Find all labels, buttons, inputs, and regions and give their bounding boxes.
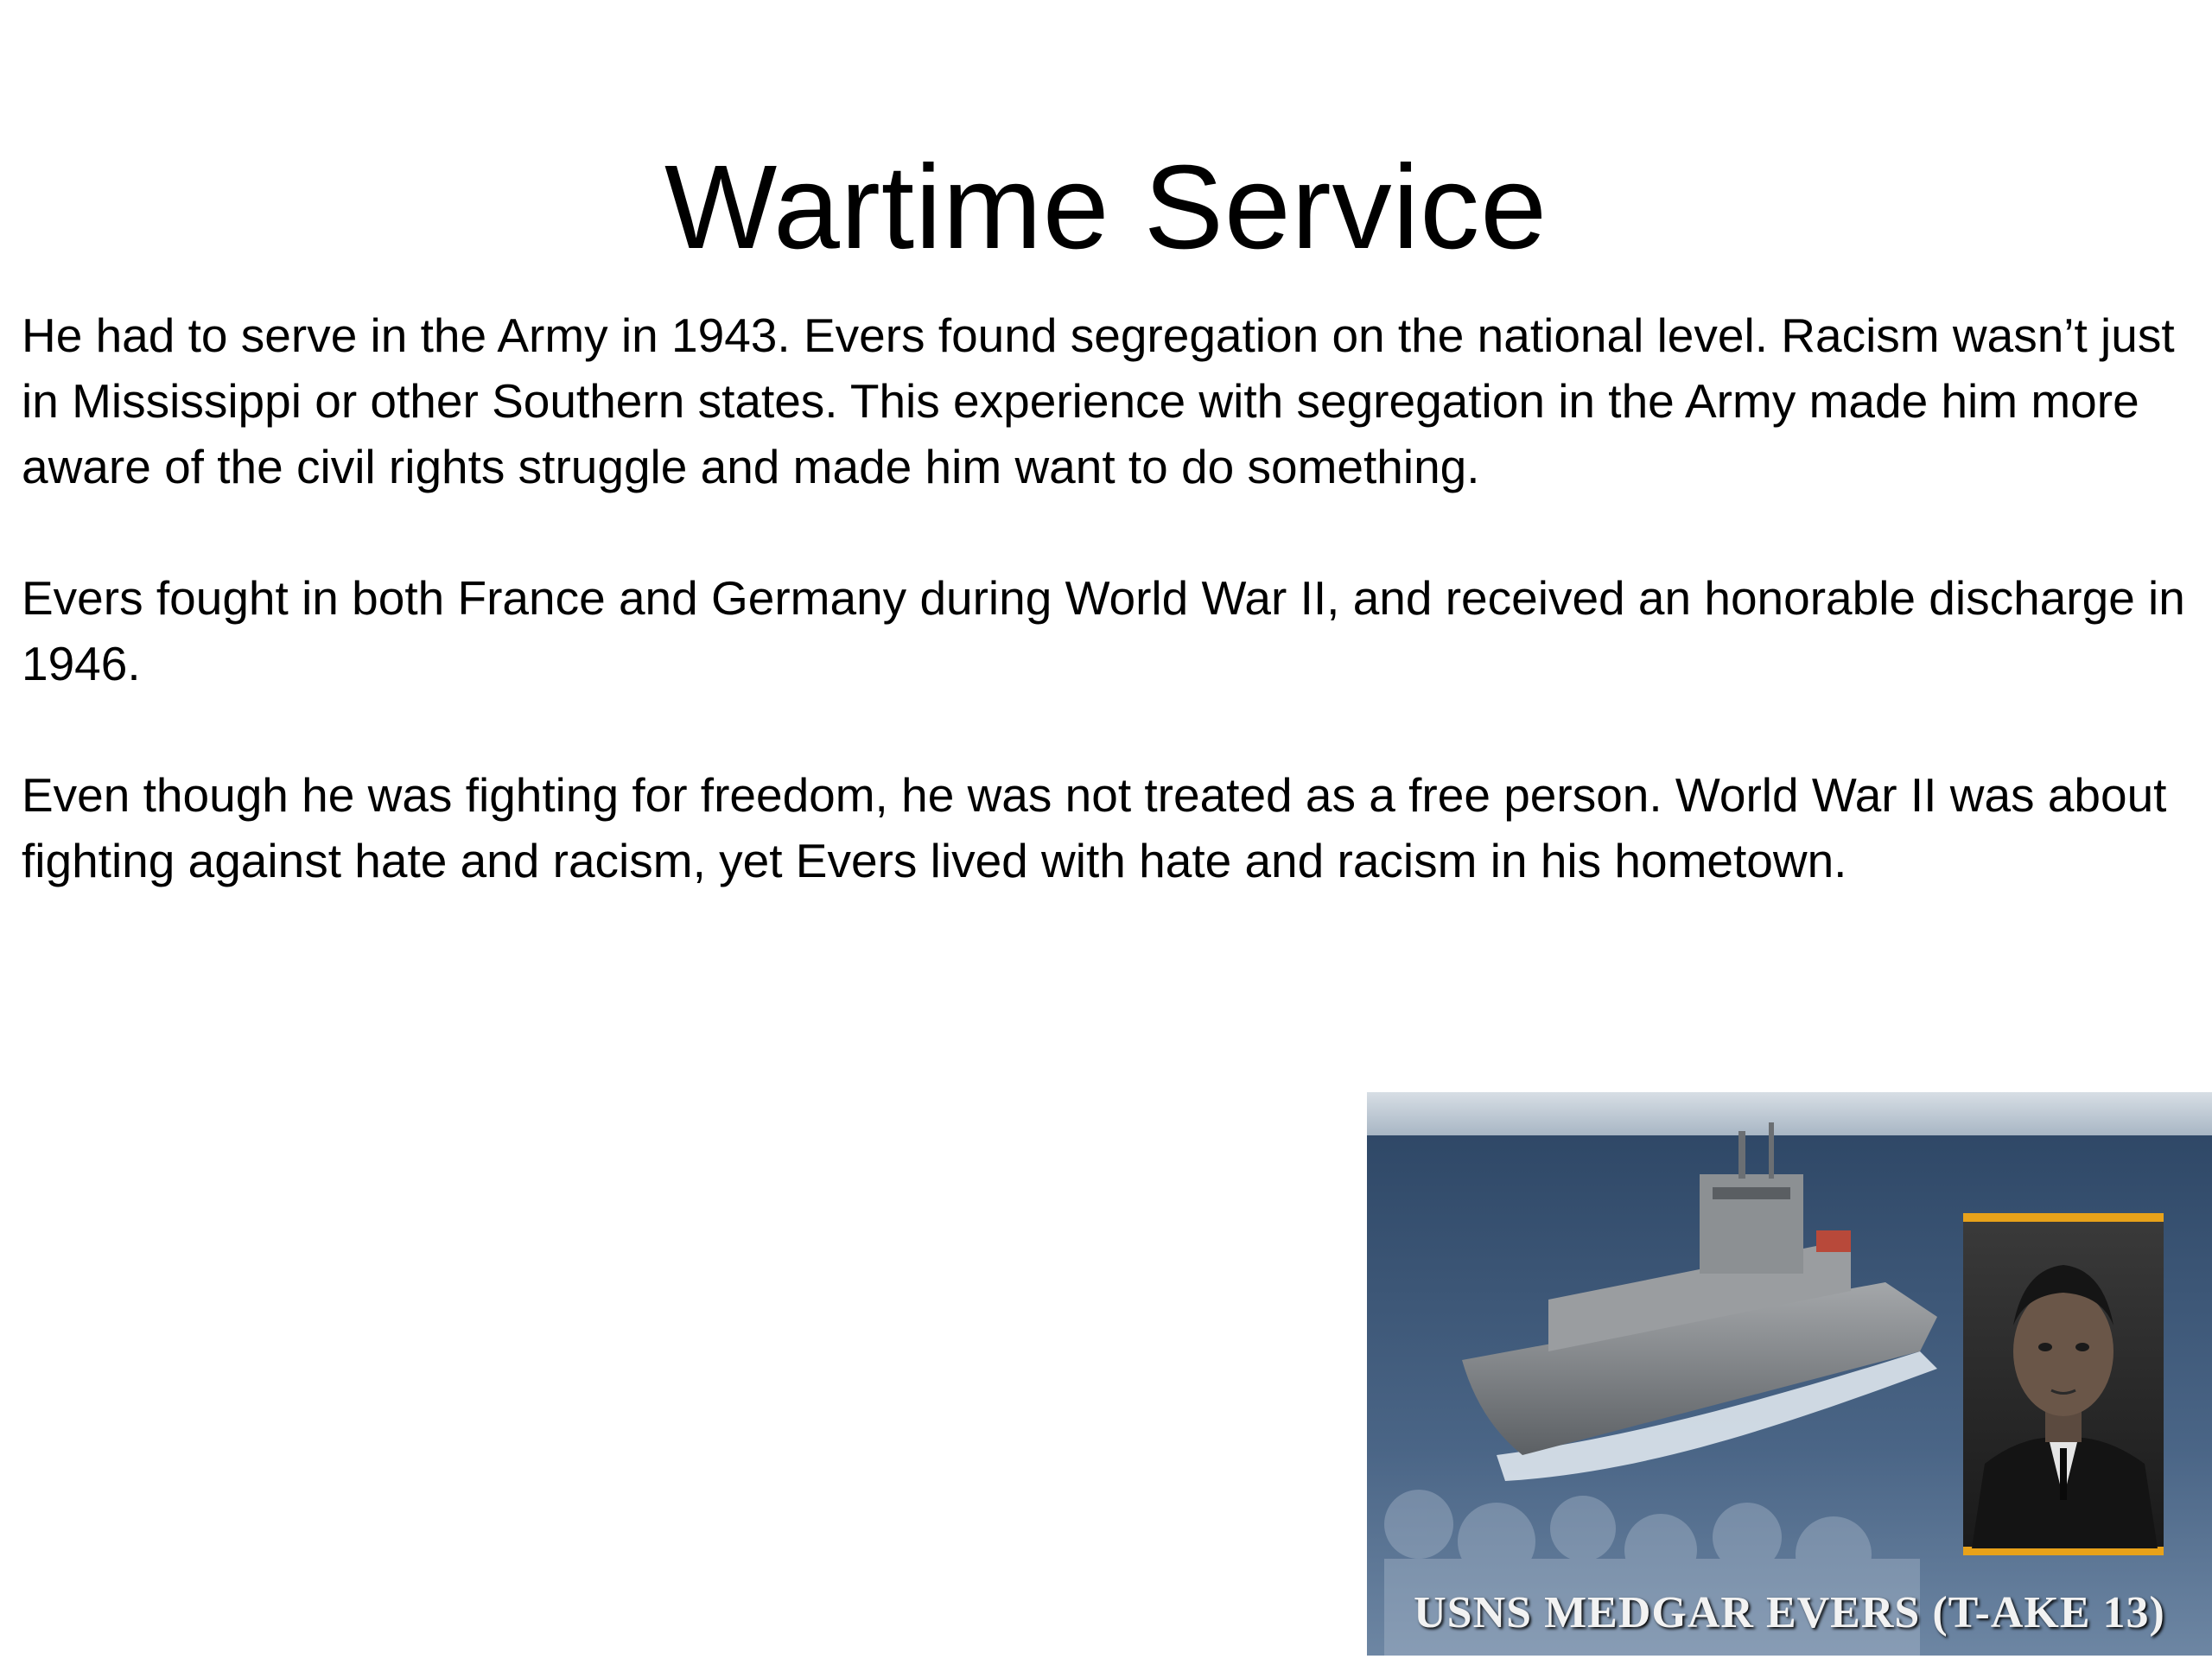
slide-body [22, 302, 2199, 959]
paragraph-france-germany: Evers fought in both France and Germany during World War II, and received an honorable discharge in 1946. [22, 571, 2185, 690]
photo-caption: USNS MEDGAR EVERS (T-AKE 13) [1414, 1588, 2165, 1637]
sky [1367, 1092, 2212, 1135]
paragraph-freedom: Even though he was fighting for freedom, he was not treated as a free person. World War II was about fighting against hate and racism, yet Evers lived with hate and racism in his hometown. [22, 768, 2167, 887]
portrait [1963, 1213, 2164, 1555]
ship-mast [1738, 1131, 1745, 1179]
ship-portrait-photo [1367, 1092, 2212, 1656]
photo-illustration [1367, 1092, 2212, 1656]
paragraph-army-service: He had to serve in the Army in 1943. Evers found segregation on the national level. Racism wasn’t just in Mississippi or other Southern states. This experience with segregation in the Army made him more aware of the civil rights struggle and made him want to do something. [22, 308, 2175, 493]
portrait-frame-top [1963, 1213, 2164, 1222]
portrait-face [2013, 1287, 2113, 1416]
slide-title: Wartime Service [664, 141, 1548, 274]
ship-flag-detail [1816, 1230, 1851, 1252]
